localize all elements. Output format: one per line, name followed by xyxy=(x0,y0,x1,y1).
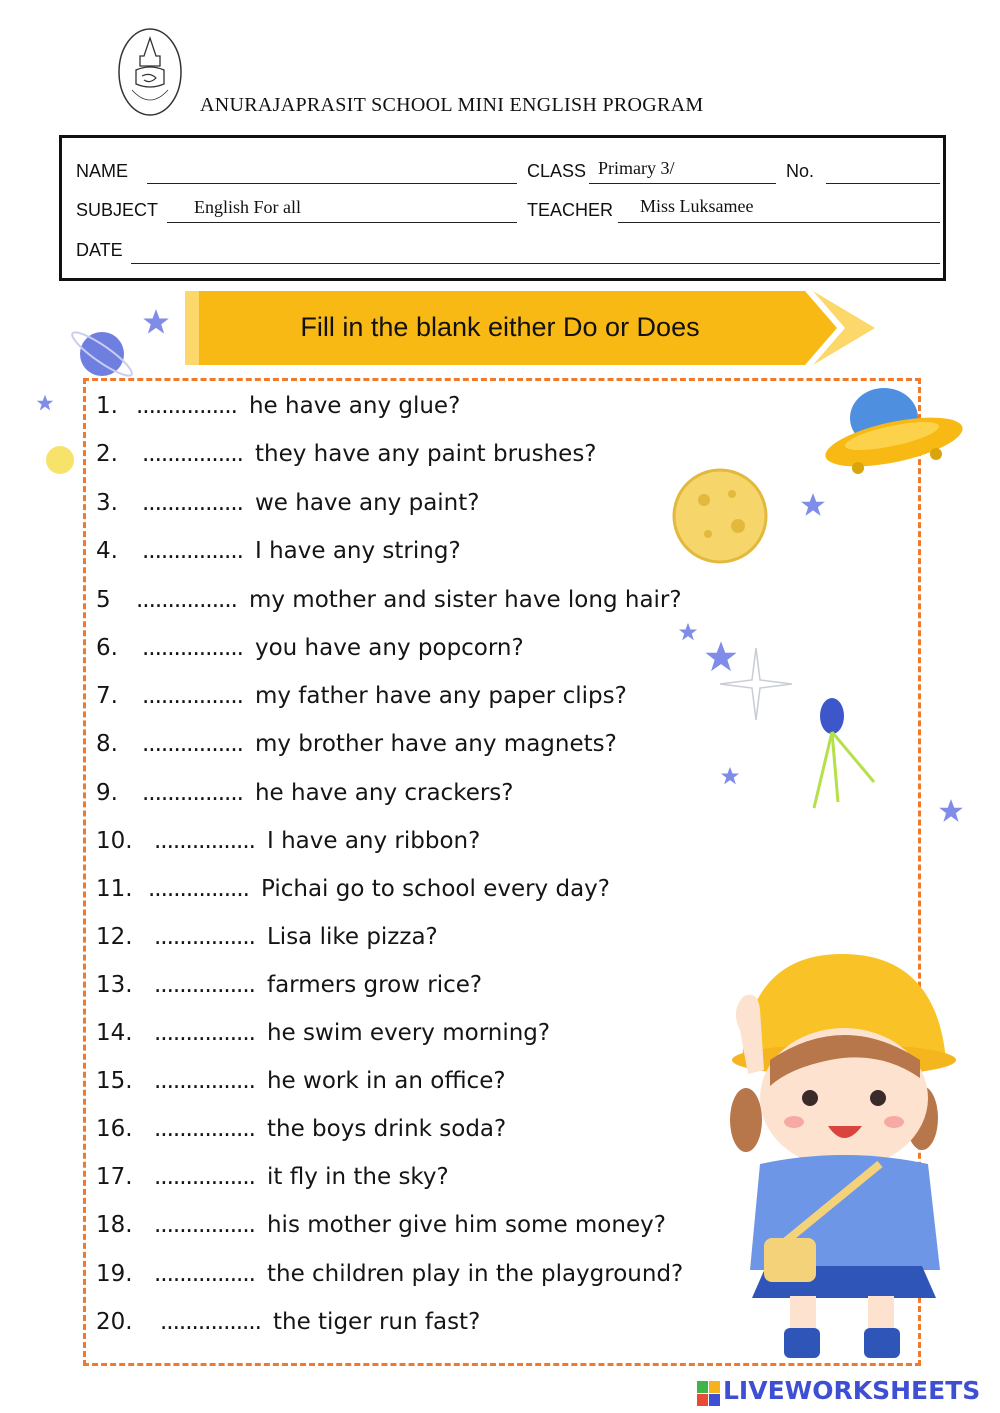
answer-blank[interactable]: ................ xyxy=(142,538,243,564)
star-icon xyxy=(678,622,698,642)
question-number: 17. xyxy=(96,1164,133,1190)
answer-blank[interactable]: ................ xyxy=(154,1164,255,1190)
answer-blank[interactable]: ................ xyxy=(142,441,243,467)
date-field[interactable] xyxy=(131,263,940,264)
subject-field[interactable] xyxy=(167,222,517,223)
question-item xyxy=(96,731,617,757)
answer-blank[interactable]: ................ xyxy=(154,1020,255,1046)
question-item xyxy=(96,683,627,709)
answer-blank[interactable]: ................ xyxy=(154,828,255,854)
question-number: 10. xyxy=(96,828,133,854)
answer-blank[interactable]: ................ xyxy=(160,1309,261,1335)
question-text: it fly in the sky? xyxy=(266,1164,449,1190)
question-text: my brother have any magnets? xyxy=(254,731,617,757)
ufo-icon xyxy=(824,384,964,480)
answer-blank[interactable]: ................ xyxy=(148,876,249,902)
question-number: 11. xyxy=(96,876,133,902)
question-number: 4. xyxy=(96,538,118,564)
question-text: you have any popcorn? xyxy=(254,635,524,661)
question-item xyxy=(96,1261,683,1287)
question-text: he have any crackers? xyxy=(254,780,514,806)
question-item xyxy=(96,780,514,806)
number-field[interactable] xyxy=(826,183,940,184)
liveworksheets-brand: LIVEWORKSHEETS xyxy=(723,1376,981,1405)
moon-icon xyxy=(44,444,76,476)
name-field[interactable] xyxy=(147,183,517,184)
subject-value: English For all xyxy=(194,197,301,217)
instruction-text: Fill in the blank either Do or Does xyxy=(300,312,700,342)
question-number: 15. xyxy=(96,1068,133,1094)
star-icon xyxy=(36,394,54,412)
cheese-moon-icon xyxy=(668,466,774,566)
question-item xyxy=(96,587,682,613)
question-text: they have any paint brushes? xyxy=(254,441,597,467)
question-item xyxy=(96,924,438,950)
teacher-label: TEACHER xyxy=(527,200,614,220)
answer-blank[interactable]: ................ xyxy=(136,587,237,613)
name-label: NAME xyxy=(76,161,129,181)
answer-blank[interactable]: ................ xyxy=(154,1261,255,1287)
school-name: ANURAJAPRASIT SCHOOL MINI ENGLISH PROGRAM xyxy=(200,94,704,116)
question-text: the tiger run fast? xyxy=(272,1309,481,1335)
teacher-field[interactable] xyxy=(618,222,940,223)
star-icon xyxy=(938,798,964,824)
satellite-icon xyxy=(808,692,880,812)
question-item xyxy=(96,876,610,902)
sparkle-icon xyxy=(716,644,796,724)
question-number: 5 xyxy=(96,587,111,613)
question-text: the children play in the playground? xyxy=(266,1261,684,1287)
answer-blank[interactable]: ................ xyxy=(136,393,237,419)
class-label: CLASS xyxy=(527,161,587,181)
class-field[interactable] xyxy=(589,183,776,184)
question-number: 19. xyxy=(96,1261,133,1287)
question-number: 14. xyxy=(96,1020,133,1046)
question-text: I have any string? xyxy=(254,538,461,564)
question-number: 13. xyxy=(96,972,133,998)
liveworksheets-logo-icon xyxy=(697,1381,721,1407)
school-logo xyxy=(116,26,184,118)
question-text: we have any paint? xyxy=(254,490,480,516)
question-number: 18. xyxy=(96,1212,133,1238)
answer-blank[interactable]: ................ xyxy=(154,1116,255,1142)
question-number: 3. xyxy=(96,490,118,516)
question-item xyxy=(96,635,524,661)
star-icon xyxy=(720,766,740,786)
question-text: my mother and sister have long hair? xyxy=(248,587,682,613)
class-value: Primary 3/ xyxy=(598,158,675,178)
answer-blank[interactable]: ................ xyxy=(154,924,255,950)
question-item xyxy=(96,1020,550,1046)
answer-blank[interactable]: ................ xyxy=(142,780,243,806)
planet-icon xyxy=(66,320,142,390)
question-text: my father have any paper clips? xyxy=(254,683,627,709)
question-text: I have any ribbon? xyxy=(266,828,481,854)
question-text: he have any glue? xyxy=(248,393,461,419)
question-number: 1. xyxy=(96,393,118,419)
question-item xyxy=(96,1068,506,1094)
girl-illustration xyxy=(730,950,962,1362)
answer-blank[interactable]: ................ xyxy=(142,490,243,516)
question-item xyxy=(96,828,480,854)
question-item xyxy=(96,490,479,516)
question-item xyxy=(96,441,597,467)
answer-blank[interactable]: ................ xyxy=(154,972,255,998)
question-item xyxy=(96,1116,506,1142)
question-item xyxy=(96,1309,480,1335)
question-number: 9. xyxy=(96,780,118,806)
question-number: 12. xyxy=(96,924,133,950)
question-item xyxy=(96,1212,666,1238)
star-icon xyxy=(142,308,170,336)
question-text: Lisa like pizza? xyxy=(266,924,438,950)
answer-blank[interactable]: ................ xyxy=(142,635,243,661)
answer-blank[interactable]: ................ xyxy=(154,1068,255,1094)
question-text: he work in an office? xyxy=(266,1068,506,1094)
question-number: 8. xyxy=(96,731,118,757)
number-label: No. xyxy=(786,161,815,181)
question-item xyxy=(96,538,461,564)
question-text: farmers grow rice? xyxy=(266,972,483,998)
question-item xyxy=(96,972,482,998)
answer-blank[interactable]: ................ xyxy=(142,731,243,757)
question-item xyxy=(96,1164,449,1190)
teacher-value: Miss Luksamee xyxy=(640,196,754,216)
star-icon xyxy=(800,492,826,518)
student-info-box xyxy=(59,135,946,281)
question-text: his mother give him some money? xyxy=(266,1212,666,1238)
answer-blank[interactable]: ................ xyxy=(154,1212,255,1238)
question-item xyxy=(96,393,460,419)
answer-blank[interactable]: ................ xyxy=(142,683,243,709)
question-number: 20. xyxy=(96,1309,133,1335)
question-text: he swim every morning? xyxy=(266,1020,551,1046)
question-number: 16. xyxy=(96,1116,133,1142)
question-number: 7. xyxy=(96,683,118,709)
question-text: Pichai go to school every day? xyxy=(260,876,610,902)
date-label: DATE xyxy=(76,240,123,260)
question-text: the boys drink soda? xyxy=(266,1116,507,1142)
subject-label: SUBJECT xyxy=(76,200,159,220)
question-number: 6. xyxy=(96,635,118,661)
question-number: 2. xyxy=(96,441,118,467)
